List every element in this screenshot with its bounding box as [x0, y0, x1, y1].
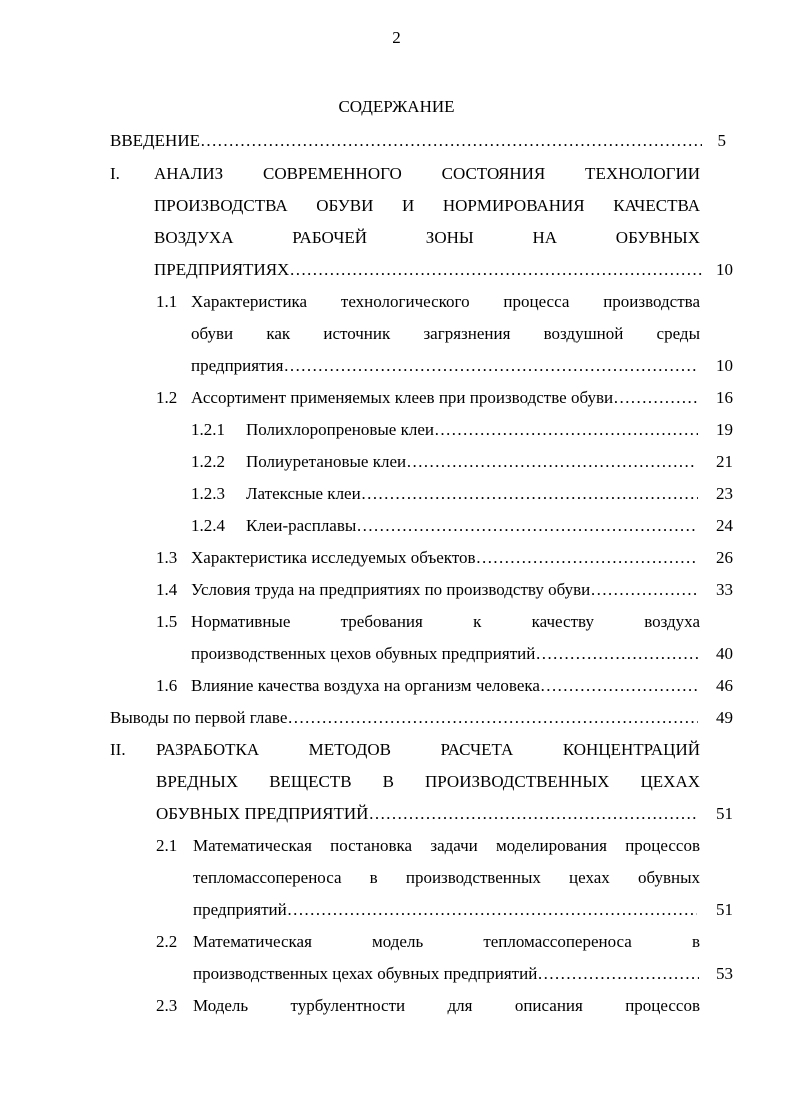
entry-line: ВОЗДУХА РАБОЧЕЙ ЗОНЫ НА ОБУВНЫХ: [154, 228, 700, 247]
entry-line: тепломассопереноса в производственных цехах обувных: [193, 868, 700, 887]
entry-page: 10: [716, 356, 733, 375]
entry-text: Полиуретановые клеи: [246, 452, 407, 471]
section-number: 1.2.2: [191, 452, 225, 471]
section-number: 1.6: [156, 676, 178, 695]
entry-line: РАЗРАБОТКА МЕТОДОВ РАСЧЕТА КОНЦЕНТРАЦИЙ: [156, 740, 700, 759]
entry-page: 5: [717, 131, 726, 150]
section-number: 1.2.1: [191, 420, 225, 439]
entry-page: 53: [716, 964, 733, 983]
section-number: 1.4: [156, 580, 178, 599]
entry-text: производственных цехов обувных предприятий: [191, 644, 536, 663]
entry-page: 19: [716, 420, 733, 439]
section-number: 1.2.3: [191, 484, 225, 503]
section-number: 2.1: [156, 836, 178, 855]
entry-text: ВВЕДЕНИЕ: [110, 131, 200, 150]
entry-page: 46: [716, 676, 733, 695]
entry-text: Латексные клеи: [246, 484, 361, 503]
entry-text: производственных цехах обувных предприятий: [193, 964, 538, 983]
entry-page: 51: [716, 900, 733, 919]
section-number: 2.3: [156, 996, 178, 1015]
entry-page: 33: [716, 580, 733, 599]
entry-text: ОБУВНЫХ ПРЕДПРИЯТИЙ: [156, 804, 369, 823]
entry-page: 21: [716, 452, 733, 471]
section-number: 1.5: [156, 612, 178, 631]
entry-line: Модель турбулентности для описания процессов: [193, 996, 700, 1015]
entry-page: 51: [716, 804, 733, 823]
entry-line: ПРОИЗВОДСТВА ОБУВИ И НОРМИРОВАНИЯ КАЧЕСТВА: [154, 196, 700, 215]
entry-text: Клеи-расплавы: [246, 516, 357, 535]
entry-text: Полихлоропреновые клеи: [246, 420, 434, 439]
entry-page: 23: [716, 484, 733, 503]
entry-text: ПРЕДПРИЯТИЯХ: [154, 260, 290, 279]
entry-text: Характеристика исследуемых объектов: [191, 548, 476, 567]
entry-line: Нормативные требования к качеству воздуха: [191, 612, 700, 631]
entry-page: 24: [716, 516, 733, 535]
section-number: 2.2: [156, 932, 178, 951]
page-number: 2: [392, 28, 401, 47]
entry-page: 40: [716, 644, 733, 663]
section-number: 1.2.4: [191, 516, 225, 535]
entry-page: 26: [716, 548, 733, 567]
entry-text: предприятия: [191, 356, 284, 375]
entry-line: ВРЕДНЫХ ВЕЩЕСТВ В ПРОИЗВОДСТВЕННЫХ ЦЕХАХ: [156, 772, 700, 791]
entry-text: предприятий: [193, 900, 287, 919]
entry-page: 16: [716, 388, 733, 407]
entry-line: Математическая постановка задачи моделирования процессов: [193, 836, 700, 855]
section-number: 1.3: [156, 548, 178, 567]
chapter-number: I.: [110, 164, 120, 183]
toc-title: СОДЕРЖАНИЕ: [338, 97, 455, 116]
entry-text: Влияние качества воздуха на организм человека: [191, 676, 540, 695]
entry-line: обуви как источник загрязнения воздушной среды: [191, 324, 700, 343]
section-number: 1.1: [156, 292, 178, 311]
entry-page: 49: [716, 708, 733, 727]
section-number: 1.2: [156, 388, 178, 407]
entry-line: Характеристика технологического процесса производства: [191, 292, 700, 311]
chapter-number: II.: [110, 740, 126, 759]
entry-page: 10: [716, 260, 733, 279]
entry-text: Условия труда на предприятиях по производству обуви: [191, 580, 591, 599]
entry-line: Математическая модель тепломассопереноса в: [193, 932, 700, 951]
entry-text: Ассортимент применяемых клеев при производстве обуви: [191, 388, 614, 407]
entry-line: АНАЛИЗ СОВРЕМЕННОГО СОСТОЯНИЯ ТЕХНОЛОГИИ: [154, 164, 700, 183]
entry-text: Выводы по первой главе: [110, 708, 288, 727]
